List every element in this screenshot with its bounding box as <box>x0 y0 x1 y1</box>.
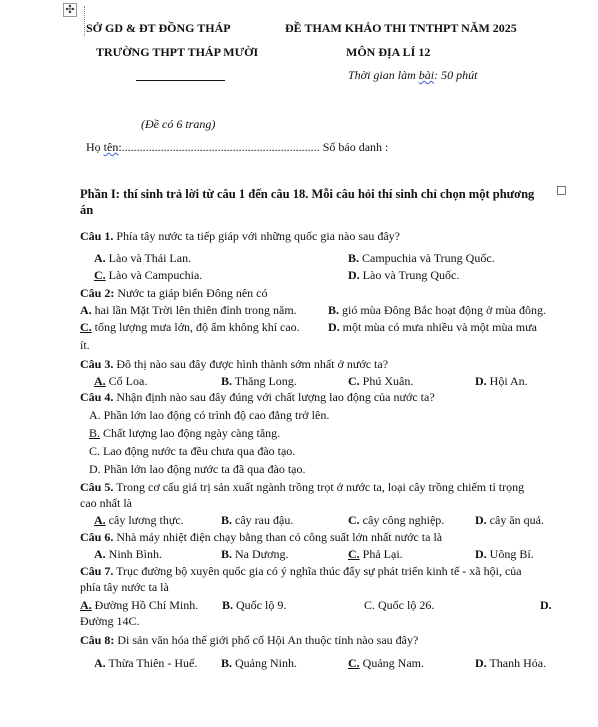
q8-option-c: C. Quảng Nam. <box>348 656 424 670</box>
part1-heading-line2: án <box>80 203 94 217</box>
time-limit: Thời gian làm bài: 50 phút <box>348 68 478 82</box>
q1-option-c: C. Lào và Campuchia. <box>94 268 203 282</box>
q6-option-a: A. Ninh Bình. <box>94 547 163 561</box>
exam-title: ĐỀ THAM KHẢO THI TNTHPT NĂM 2025 <box>285 21 517 35</box>
question-4: Câu 4. Nhận định nào sau đây đúng với chất lượng lao động của nước ta? <box>80 390 435 404</box>
pages-note: (Đề có 6 trang) <box>141 117 216 131</box>
q6-option-c: C. Phả Lại. <box>348 547 403 561</box>
question-6: Câu 6. Nhà máy nhiệt điện chạy bằng than có công suất lớn nhất nước ta là <box>80 530 443 544</box>
dept-name: SỞ GD & ĐT ĐỒNG THÁP <box>86 21 231 35</box>
question-5-continued: cao nhất là <box>80 496 132 510</box>
q3-option-d: D. Hội An. <box>475 374 528 388</box>
q4-option-b: B. Chất lượng lao động ngày càng tăng. <box>89 426 281 440</box>
q8-option-b: B. Quảng Ninh. <box>221 656 298 670</box>
q3-option-b: B. Thăng Long. <box>221 374 297 388</box>
candidate-name-line: Họ tên:.................................................................. Số báo danh : <box>86 140 389 154</box>
q1-option-a: A. Lào và Thái Lan. <box>94 251 192 265</box>
q2-option-d: D. một mùa có mưa nhiều và một mùa mưa <box>328 320 537 334</box>
subject-title: MÔN ĐỊA LÍ 12 <box>346 45 431 59</box>
q7-option-a: A. Đường Hồ Chí Minh. <box>80 598 199 612</box>
q2-option-d-continued: ít. <box>80 338 90 352</box>
part1-heading-line1: Phần I: thí sinh trả lời từ câu 1 đến câu 18. Mỗi câu hỏi thí sinh chỉ chọn một phương <box>80 187 535 201</box>
q1-option-b: B. Campuchia và Trung Quốc. <box>348 251 495 265</box>
q2-option-b: B. gió mùa Đông Bắc hoạt động ở mùa đông. <box>328 303 546 317</box>
header-divider <box>136 80 225 81</box>
q4-option-a: A. Phần lớn lao động có trình độ cao đẳng trở lên. <box>89 408 330 422</box>
q6-option-d: D. Uông Bí. <box>475 547 534 561</box>
question-8: Câu 8: Di sản văn hóa thế giới phố cổ Hội An thuộc tỉnh nào sau đây? <box>80 633 419 647</box>
q7-option-d: D. <box>540 598 552 612</box>
q5-option-b: B. cây rau đậu. <box>221 513 294 527</box>
q2-option-c: C. tổng lượng mưa lớn, độ ẩm không khí cao. <box>80 320 300 334</box>
q5-option-d: D. cây ăn quả. <box>475 513 544 527</box>
question-7-continued: phía tây nước ta là <box>80 580 169 594</box>
q2-option-a: A. hai lần Mặt Trời lên thiên đỉnh trong năm. <box>80 303 297 317</box>
q3-option-c: C. Phú Xuân. <box>348 374 414 388</box>
q5-option-a: A. cây lương thực. <box>94 513 184 527</box>
q8-option-a: A. Thừa Thiên - Huế. <box>94 656 198 670</box>
question-1: Câu 1. Phía tây nước ta tiếp giáp với những quốc gia nào sau đây? <box>80 229 400 243</box>
q5-option-c: C. cây công nghiệp. <box>348 513 445 527</box>
q7-option-d-continued: Đường 14C. <box>80 614 140 628</box>
table-border-guide <box>84 6 85 36</box>
q7-option-c: C. Quốc lộ 26. <box>364 598 435 612</box>
q8-option-d: D. Thanh Hóa. <box>475 656 547 670</box>
table-move-handle-icon[interactable]: ✣ <box>63 3 77 17</box>
question-5: Câu 5. Trong cơ cấu giá trị sản xuất ngành trồng trọt ở nước ta, loại cây trồng chiếm tỉ trọng <box>80 480 525 494</box>
question-2: Câu 2: Nước ta giáp biển Đông nên có <box>80 286 268 300</box>
q7-option-b: B. Quốc lộ 9. <box>222 598 287 612</box>
question-7: Câu 7. Trục đường bộ xuyên quốc gia có ý nghĩa thúc đẩy sự phát triển kinh tế - xã hội, của <box>80 564 522 578</box>
question-3: Câu 3. Đô thị nào sau đây được hình thành sớm nhất ở nước ta? <box>80 357 389 371</box>
q3-option-a: A. Cổ Loa. <box>94 374 148 388</box>
q6-option-b: B. Na Dương. <box>221 547 289 561</box>
q4-option-d: D. Phần lớn lao động nước ta đã qua đào tạo. <box>89 462 306 476</box>
q1-option-d: D. Lào và Trung Quốc. <box>348 268 460 282</box>
school-name: TRƯỜNG THPT THÁP MƯỜI <box>96 45 259 59</box>
q4-option-c: C. Lao động nước ta đều chưa qua đào tạo. <box>89 444 296 458</box>
paragraph-mark-box <box>557 186 566 195</box>
